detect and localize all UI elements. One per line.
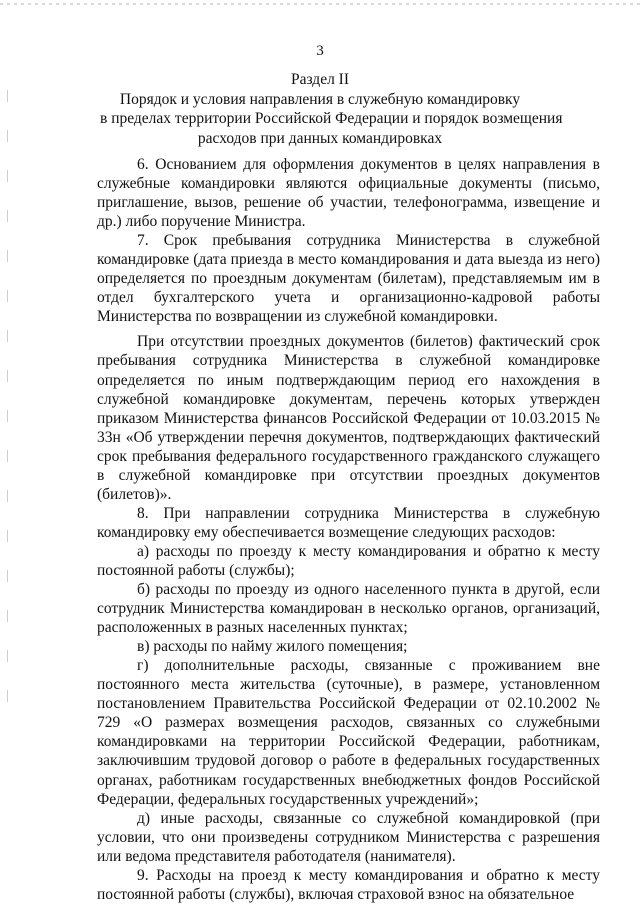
section-title: Раздел II	[290, 71, 350, 88]
section-subtitle-line: в пределах территории Российской Федерации и порядок возмещения	[100, 110, 563, 127]
paragraph-clause-6: 6. Основанием для оформления документов в целях направления в служебные командировки являются официальные документы (письмо, приглашение, вызов, решение об участии, телефонограмма, извещение и др.) либо поручение Министра.	[97, 156, 600, 231]
scan-edge-left	[7, 90, 8, 730]
document-body	[97, 155, 600, 904]
section-heading	[100, 70, 563, 148]
paragraph-no-tickets: При отсутствии проездных документов (билетов) фактический срок пребывания сотрудника Министерства в служебной командировке определяется по иным подтверждающим период его нахождения в служебной командировке документам, перечень которых утвержден приказом Министерства финансов Российской Федерации от 10.03.2015 № 33н «Об утверждении перечня документов, подтверждающих фактический срок пребывания федерального государственного гражданского служащего в служебной командировке при отсутствии проездных документов (билетов)».	[97, 333, 600, 503]
paragraph-item-v: в) расходы по найму жилого помещения;	[137, 638, 408, 656]
paragraph-item-g: г) дополнительные расходы, связанные с проживанием вне постоянного места жительства (суточные), в размере, установленном постановлением Правительства Российской Федерации от 02.10.2002 № 729 «О размерах возмещения расходов, связанных со служебными командировками на территории Российской Федерации, работникам, заключившим трудовой договор о работе в федеральных государственных органах, работникам государственных внебюджетных фондов Российской Федерации, федеральных государственных учреждений»;	[97, 657, 600, 808]
scan-edge-top	[0, 3, 640, 5]
paragraph-clause-8: 8. При направлении сотрудника Министерства в служебную командировку ему обеспечивается возмещение следующих расходов:	[97, 504, 600, 541]
page-number: 3	[316, 43, 324, 59]
paragraph-clause-7: 7. Срок пребывания сотрудника Министерства в служебной командировке (дата приезда в место командирования и дата выезда из него) определяется по проездным документам (билетам), представляемым им в отдел бухгалтерского учета и организационно-кадровой работы Министерства по возвращении из служебной командировки.	[97, 232, 600, 326]
section-subtitle-line: Порядок и условия направления в служебную командировку	[119, 90, 521, 108]
section-subtitle-line: расходов при данных командировках	[197, 129, 443, 147]
paragraph-clause-9: 9. Расходы на проезд к месту командирования и обратно к месту постоянной работы (службы), включая страховой взнос на обязательное	[97, 866, 600, 903]
paragraph-item-d: д) иные расходы, связанные со служебной командировкой (при условии, что они произведены сотрудником Министерства с разрешения или ведома представителя работодателя (нанимателя).	[97, 809, 600, 865]
paragraph-item-a: а) расходы по проезду к месту командирования и обратно к месту постоянной работы (службы);	[97, 542, 600, 579]
paragraph-item-b: б) расходы по проезду из одного населенного пункта в другой, если сотрудник Министерства командирован в несколько органов, организаций, расположенных в разных населенных пунктах;	[97, 581, 600, 637]
